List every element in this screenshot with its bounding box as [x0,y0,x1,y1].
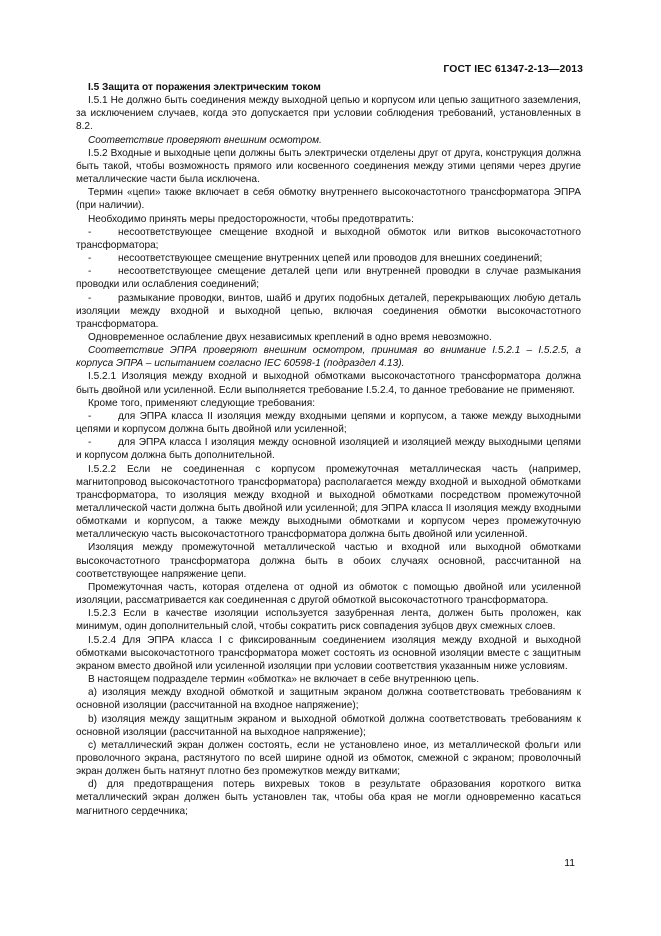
list-dash: - [88,292,92,304]
paragraph: b) изоляция между защитным экраном и выходной обмоткой должна соответствовать требованиям к основной изоляции (рассчитанной на выходное напряжение); [76,713,581,738]
page-body [76,81,581,818]
paragraph: Кроме того, применяют следующие требования: [88,397,316,409]
list-item-text: размыкание проводки, винтов, шайб и других подобных деталей, перекрывающих любую деталь изоляции между входной и выходной цепью, включая соединения обмотки высокочастотного трансформатора. [76,292,581,330]
list-item [76,436,581,462]
paragraph: Промежуточная часть, которая отделена от одной из обмоток с помощью двойной или усиленной изоляции, рассматривается как соединенная с другой обмоткой высокочастотного трансформатора. [76,581,581,607]
list-item [76,265,581,291]
list-dash: - [88,226,92,238]
paragraph: I.5.2.4 Для ЭПРА класса I с фиксированным соединением изоляция между входной и выходной обмотками высокочастотного трансформатора может состоять из основной изоляции вместе с защитным экраном вместо двойной или усиленной изоляции при условии соответствия указанным ниже условиям. [76,634,581,672]
list-item [76,252,581,265]
list-item-text: несоответствующее смещение внутренних цепей или проводов для внешних соединений; [118,253,543,265]
paragraph: I.5.2.3 Если в качестве изоляции используется зазубренная лента, должен быть проложен, как минимум, один дополнительный слой, чтобы сократить риск совпадения зубцов двух смежных слоев. [76,608,581,633]
paragraph: Изоляция между промежуточной металлической частью и входной или выходной обмотками высокочастотного трансформатора должна быть в обоих случаях основной, рассчитанной на соответствующее напряжение цепи. [76,542,581,580]
list-item-text: несоответствующее смещение деталей цепи или внутренней проводки в случае размыкания проводки или ослабления соединений; [76,266,581,291]
list-dash: - [88,410,92,422]
list-item-text: для ЭПРА класса II изоляция между входными цепями и корпусом, а также между выходными цепями и корпусом должна быть двойной или усиленной; [76,410,581,436]
paragraph: Термин «цепи» также включает в себя обмотку внутреннего высокочастотного трансформатора ЭПРА (при наличии). [76,187,581,212]
paragraph: I.5.2.2 Если не соединенная с корпусом промежуточная металлическая часть (например, магнитопровод высокочастотного трансформатора) располагается между входной и выходной обмотками трансформатора, то изоляция между входной и выходной обмотками посредством промежуточной металлической части должна быть двойной или усиленной; для ЭПРА класса II изоляция между входными обмотками и корпусом, а также между выходными обмотками и корпусом через промежуточную металлическую часть высокочастотного трансформатора должна быть двойной или усиленной. [76,463,581,541]
list-dash: - [88,437,92,449]
list-item-text: несоответствующее смещение входной и выходной обмоток или витков высокочастотного трансформатора; [76,226,581,251]
paragraph: c) металлический экран должен состоять, если не установлено иное, из металлической фольги или проволочного экрана, растянутого по всей ширине одной из обмоток, смежной с экраном; проволочный экран должен быть натянут плотно без промежутков между витками; [76,739,581,778]
paragraph: I.5.2 Входные и выходные цепи должны быть электрически отделены друг от друга, конструкция должна быть такой, чтобы возможность прямого или косвенного соединения между этими цепями через другие металлические части была исключена. [76,147,581,186]
list-item [76,292,581,331]
list-item [76,226,581,252]
compliance-note: Соответствие проверяют внешним осмотром. [88,134,322,146]
section-title: I.5 Защита от поражения электрическим током [88,82,321,93]
list-item-text: для ЭПРА класса I изоляция между основной изоляцией и изоляцией между выходными цепями и корпусом должна быть дополнительной. [76,437,581,462]
paragraph: Одновременное ослабление двух независимых креплений в одно время невозможно. [88,331,492,343]
paragraph: В настоящем подразделе термин «обмотка» не включает в себе внутреннюю цепь. [88,674,479,686]
paragraph: d) для предотвращения потерь вихревых токов в результате образования короткого витка металлический экран должен быть установлен так, чтобы оба края не могли одновременно касаться магнитного сердечника; [76,779,581,817]
paragraph: I.5.1 Не должно быть соединения между выходной цепью и корпусом или цепью защитного заземления, за исключением случаев, когда это допускается при условии соблюдения требований, установленных в 8.2. [76,95,581,133]
list-item [76,410,581,436]
paragraph: Необходимо принять меры предосторожности, чтобы предотвратить: [88,213,414,225]
paragraph-list [76,94,581,818]
paragraph: а) изоляция между входной обмоткой и защитным экраном должна соответствовать требованиям к основной изоляции (рассчитанной на входное напряжение); [76,687,581,712]
document-header: ГОСТ IEC 61347-2-13—2013 [443,64,583,75]
paragraph: I.5.2.1 Изоляция между входной и выходной обмотками высокочастотного трансформатора должна быть двойной или усиленной. Если выполняется требование I.5.2.4, то данное требование не применяют. [76,371,581,396]
list-dash: - [88,253,92,265]
list-dash: - [88,266,92,278]
page-number: 11 [564,858,575,869]
compliance-note: Соответствие ЭПРА проверяют внешним осмотром, принимая во внимание I.5.2.1 – I.5.2.5, а корпуса ЭПРА – испытанием согласно IEC 60598-1 (подраздел 4.13). [76,345,581,370]
